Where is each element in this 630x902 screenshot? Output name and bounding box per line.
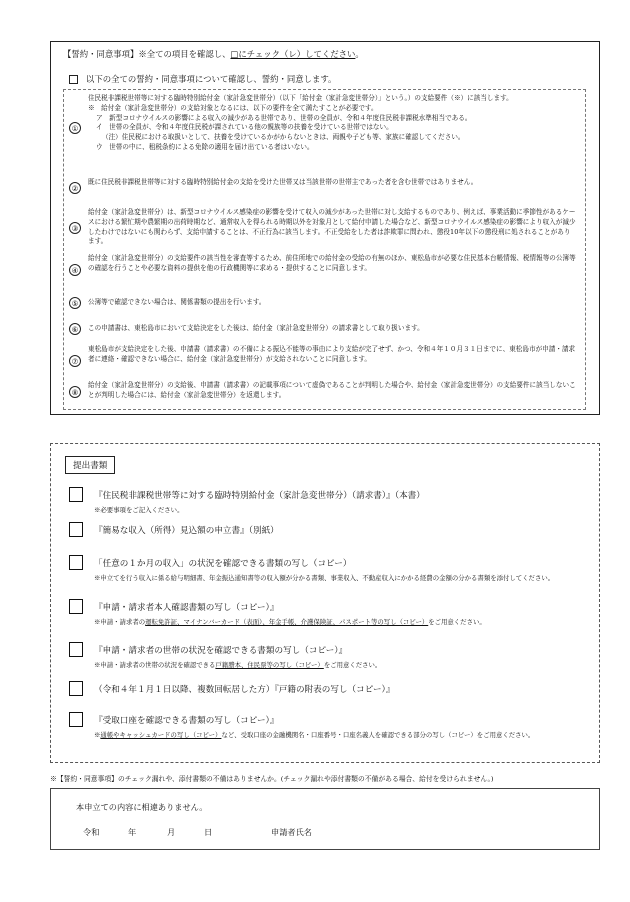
consent-item-text: 既に住民税非課税世帯等に対する臨時特別給付金の支給を受けた世帯又は当該世帯の世帯主であった者を含む世帯ではありません。: [88, 178, 478, 186]
consent-item-number: ⑥: [69, 323, 81, 335]
consent-item-number: ③: [69, 222, 81, 234]
consent-item-number: ⑧: [69, 386, 81, 398]
consent-item-text: 公簿等で確認できない場合は、関係書類の提出を行います。: [88, 298, 266, 306]
day-label[interactable]: 日: [204, 827, 213, 837]
doc-checkbox[interactable]: [69, 681, 83, 696]
agree-all-label: 以下の全ての誓約・同意事項について確認し、誓約・同意します。: [86, 74, 337, 84]
consent-item-text: ウ 世帯の中に、租税条約による免除の適用を届け出ている者はいない。: [96, 142, 314, 151]
consent-item-text: 住民税非課税世帯等に対する臨時特別給付金（家計急変世帯分）（以下「給付金（家計急変世帯分）」という。）の支給要件（※）に該当します。: [88, 94, 513, 102]
consent-header-bracket: 【誓約・同意事項】: [63, 49, 139, 59]
consent-item-number: ④: [69, 264, 81, 276]
consent-header: [63, 48, 364, 60]
consent-item-number: ①: [69, 122, 81, 134]
doc-title: 『申請・請求者の世帯の状況を確認できる書類の写し（コピー）』: [94, 646, 348, 656]
doc-title: 『簡易な収入（所得）見込額の申立書』（別紙）: [94, 526, 279, 536]
doc-note: ※申立てを行う収入に係る給与明細書、年金振込通知書等の収入額が分かる書類、事業収入、不動産収入にかかる経費の金額の分かる書類を添付してください。: [94, 574, 555, 582]
doc-checkbox[interactable]: [69, 712, 83, 727]
doc-note: ※必要事項をご記入ください。: [94, 506, 184, 514]
doc-note: ※申請・請求者の世帯の状況を確認できる: [94, 661, 216, 669]
consent-item-text: 給付金（家計急変世帯分）は、新型コロナウイルス感染症の影響を受けて収入の減少があった世帯に対し支給するものであり、例えば、事業活動に季節性があるケースにおける繁忙期や農繁期の出荷時期など、通常収入を得られる時期以外を対象月として給付申請した場合など、新型コロナウイルス感染症の影響により収入が減少したわけではないにも関わらず、支給申請することは、不正行為に該当します。不正受給をした者は詐欺罪に問われ、懲役10年以下の懲役刑に処されることがあります。: [88, 208, 576, 246]
doc-title: 『住民税非課税世帯等に対する臨時特別給付金（家計急変世帯分）（請求書）』（本書）: [94, 491, 425, 501]
doc-note-underlined: 運転免許証、マイナンバーカード（表面）、年金手帳、介護保険証、パスポート等の写し（コピー）: [145, 618, 429, 626]
doc-checkbox[interactable]: [69, 555, 83, 570]
consent-item-text: この申請書は、東松島市において支給決定をした後は、給付金（家計急変世帯分）の請求書として取り扱います。: [88, 324, 424, 332]
agree-all-row[interactable]: [69, 73, 336, 85]
consent-item-text: ア 新型コロナウイルスの影響による収入の減少がある世帯であり、世帯の全員が、令和４年度住民税非課税水準相当である。: [96, 113, 472, 122]
consent-item-text: イ 世帯の全員が、令和４年度住民税が課されている他の親族等の扶養を受けている世帯ではない。: [96, 123, 393, 132]
consent-header-check-instruction: □にチェック（レ）してください: [230, 49, 356, 59]
doc-checkbox[interactable]: [69, 487, 83, 502]
month-label[interactable]: 月: [167, 827, 176, 837]
year-label[interactable]: 年: [128, 827, 137, 837]
doc-title: （令和４年１月１日以降、複数回転居した方）『戸籍の附表の写し（コピー）』: [94, 685, 395, 695]
doc-note: をご用意ください。: [428, 618, 486, 626]
consent-item-text: 東松島市が支給決定をした後、申請書（請求書）の不備による振込不能等の事由により支給が完了せず、かつ、令和４年１０月３１日までに、東松島市が申請・請求者に連絡・確認できない場合に、給付金（家計急変世帯分）が支給されないことに同意します。: [88, 345, 576, 363]
doc-title: 『受取口座を確認できる書類の写し（コピー）』: [94, 716, 279, 726]
documents-title: 提出書類: [65, 456, 115, 474]
consent-item-text: ※ 給付金（家計急変世帯分）の支給対象となるには、以下の要件を全て満たすことが必要です。: [88, 103, 378, 112]
consent-item-number: ⑦: [69, 355, 81, 367]
consent-item-text: （注）住民税における取扱いとして、扶養を受けているかがからないときは、両親や子ども等、家族に確認してください。: [102, 133, 465, 142]
doc-checkbox[interactable]: [69, 522, 83, 537]
footnote: ※【誓約・同意事項】のチェック漏れや、添付書類の不備はありませんか。(チェック漏れや添付書類の不備がある場合、給付を受けられません。): [50, 775, 494, 783]
doc-note-underlined: 通帳やキャッシュカードの写し（コピー）: [100, 731, 222, 739]
doc-note: ※申請・請求者の: [94, 618, 146, 626]
consent-item-number: ②: [69, 182, 81, 194]
consent-header-pre: ※全ての項目を確認し、: [138, 49, 231, 59]
confirmation-section: [50, 788, 600, 850]
consent-items-box: [63, 89, 586, 410]
consent-item-number: ⑤: [69, 297, 81, 309]
doc-note: ※: [94, 731, 101, 739]
documents-section: [50, 443, 600, 763]
era-label: 令和: [83, 827, 100, 837]
doc-title: 『申請・請求者本人確認書類の写し（コピー）』: [94, 603, 279, 613]
doc-note-underlined: 戸籍謄本、住民票等の写し（コピー）: [215, 661, 324, 669]
doc-note: など、受取口座の金融機関名・口座番号・口座名義人を確認できる部分の写し（コピー）をご用意ください。: [221, 731, 535, 739]
consent-section: [50, 41, 600, 415]
agree-all-checkbox[interactable]: [69, 75, 78, 84]
consent-header-post: 。: [355, 49, 364, 59]
consent-item-text: 給付金（家計急変世帯分）の支給後、申請書（請求書）の記載事項について虚偽であることが判明した場合や、給付金（家計急変世帯分）の支給要件に該当しないことが判明した場合には、給付金（家計急変世帯分）を返還します。: [88, 381, 576, 399]
doc-title: 「任意の１か月の収入」の状況を確認できる書類の写し（コピー）: [94, 559, 352, 569]
consent-item-text: 給付金（家計急変世帯分）の支給要件の該当性を審査等するため、前住所地での給付金の受給の有無のほか、東松島市が必要な住民基本台帳情報、税情報等の公簿等の確認を行うことや必要な資料の提供を他の行政機関等に求める・提供することに同意します。: [88, 254, 576, 272]
doc-checkbox[interactable]: [69, 642, 83, 657]
doc-checkbox[interactable]: [69, 599, 83, 614]
confirm-statement: 本申立ての内容に相違ありません。: [76, 802, 208, 812]
doc-note: をご用意ください。: [323, 661, 382, 669]
applicant-name-label[interactable]: 申請者氏名: [271, 827, 312, 837]
